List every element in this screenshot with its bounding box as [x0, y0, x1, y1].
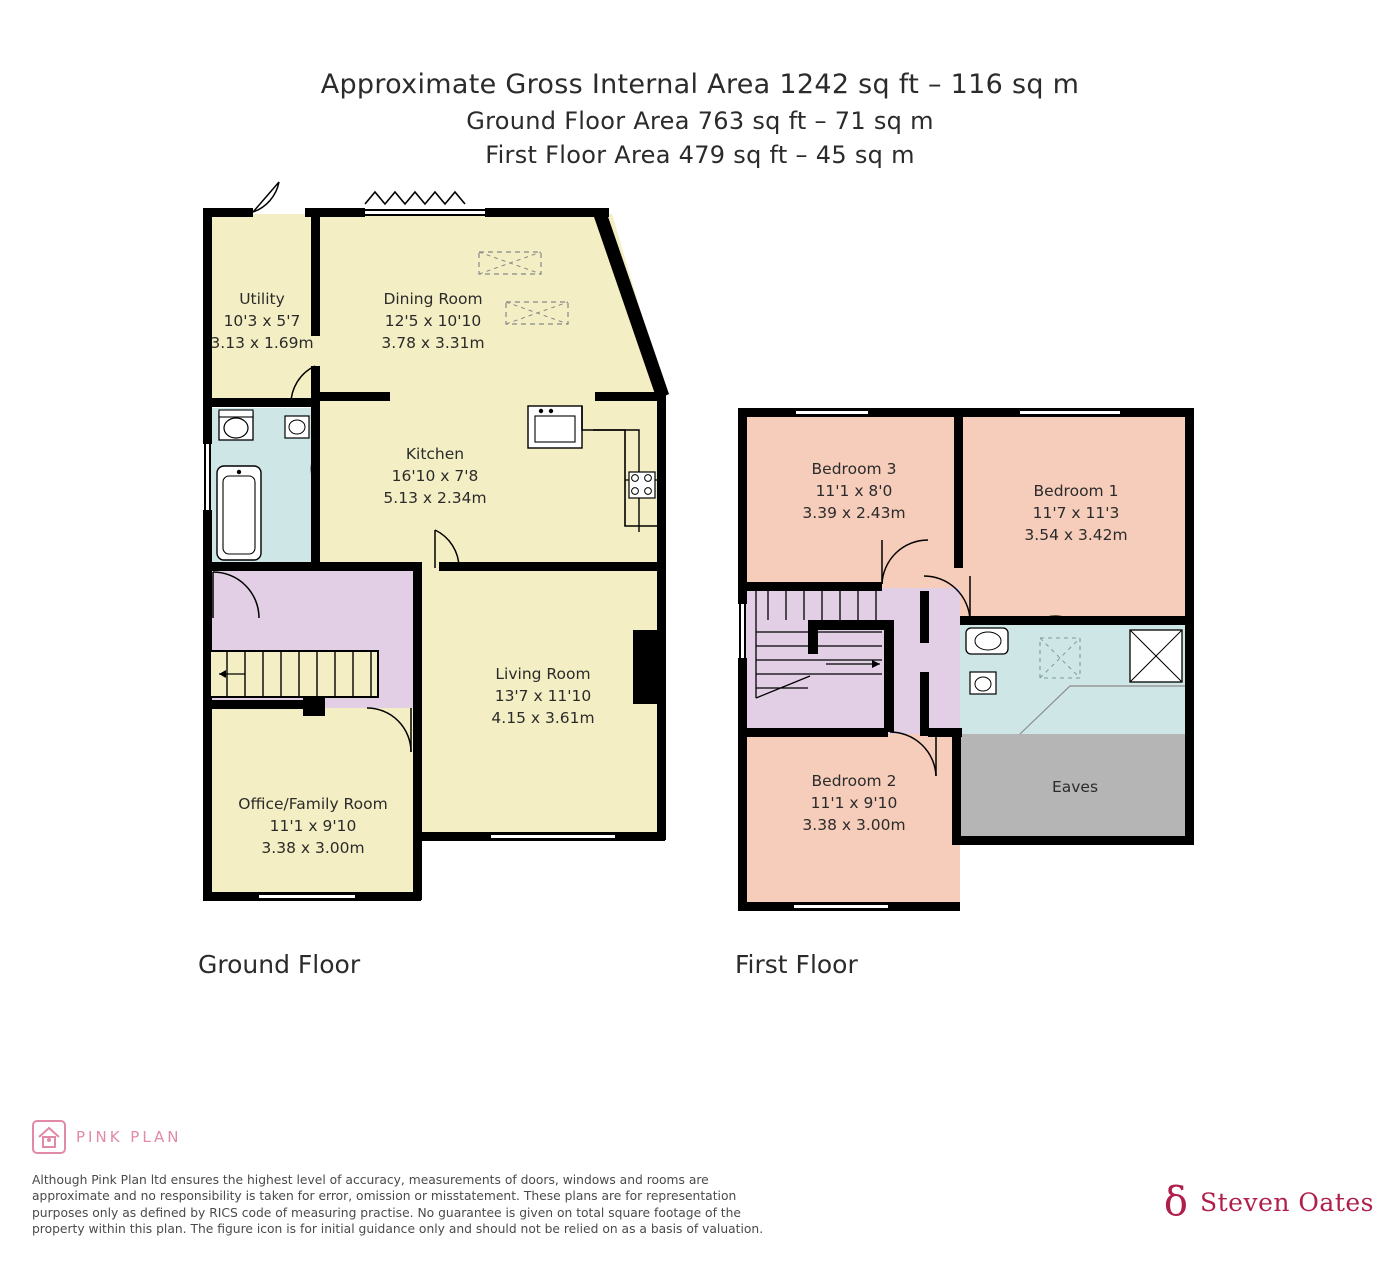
area-summary-header [0, 66, 1400, 172]
wall-first-left-upper [738, 408, 747, 604]
wall-bedroom3-bottom [738, 582, 882, 591]
wall-kitchen-hall [203, 562, 421, 571]
label-bedroom1: Bedroom 1 11'7 x 11'3 3.54 x 3.42m [1024, 482, 1128, 544]
pink-plan-wordmark: PINK PLAN [76, 1128, 182, 1146]
label-office-family-room: Office/Family Room 11'1 x 9'10 3.38 x 3.00m [238, 795, 388, 857]
label-bedroom2: Bedroom 2 11'1 x 9'10 3.38 x 3.00m [802, 772, 906, 834]
gross-internal-area-text: Approximate Gross Internal Area 1242 sq ft – 116 sq m [320, 69, 1080, 100]
window-landing-left [739, 604, 746, 658]
wall-hall-living [413, 562, 422, 708]
room-fill-bathroom-first [960, 622, 1190, 734]
caption-ground-floor: Ground Floor [198, 950, 361, 979]
steven-oates-name: Steven Oates [1199, 1187, 1374, 1217]
wall-first-right [1185, 408, 1194, 844]
wall-dining-kitchen [320, 392, 390, 401]
wall-stair-block [808, 620, 894, 630]
wall-left-outer-2 [203, 510, 212, 600]
wall-kitchen-living [439, 562, 665, 571]
first-floor-area-text: First Floor Area 479 sq ft – 45 sq m [485, 141, 915, 169]
stairs-ground [209, 650, 379, 698]
label-kitchen: Kitchen 16'10 x 7'8 5.13 x 2.34m [383, 445, 487, 507]
steven-oates-brand [1163, 1179, 1374, 1225]
label-utility: Utility 10'3 x 5'7 3.13 x 1.69m [210, 290, 314, 352]
wall-landing-bathroom-2 [920, 672, 929, 736]
window-bedroom2-bottom [794, 903, 888, 910]
label-dining-room: Dining Room 12'5 x 10'10 3.78 x 3.31m [381, 290, 485, 352]
wall-right-dining-kitchen [657, 394, 666, 526]
window-living-bottom [491, 833, 615, 840]
wall-bedroom1-bottom [960, 616, 1194, 625]
ground-floor-area-text: Ground Floor Area 763 sq ft – 71 sq m [466, 107, 934, 135]
label-bedroom3: Bedroom 3 11'1 x 8'0 3.39 x 2.43m [802, 460, 906, 522]
wall-first-bottom-right [952, 836, 1194, 845]
window-bedroom3-top [796, 409, 868, 416]
wall-dining-kitchen-2 [595, 392, 665, 401]
steven-oates-mark: δ [1163, 1179, 1188, 1225]
house-figure-icon [32, 1120, 66, 1154]
window-top-dining [365, 209, 485, 216]
wall-first-left-lower [738, 658, 747, 910]
wall-hall-office [203, 700, 303, 709]
wall-utility-bottom [203, 398, 320, 407]
first-floor-plan [730, 380, 1210, 920]
room-fill-bathroom-ground [209, 408, 317, 568]
wall-stair-block-2 [808, 620, 818, 654]
wall-top-right [485, 208, 609, 217]
wall-stair-block-3 [884, 620, 894, 732]
wall-landing-bottom-2 [928, 728, 962, 737]
wall-bedroom3-bedroom1 [954, 414, 963, 568]
wall-landing-bathroom [920, 591, 929, 643]
wall-bathroom-kitchen [311, 406, 320, 568]
wall-landing-bottom [738, 728, 888, 737]
label-living-room: Living Room 13'7 x 11'10 4.15 x 3.61m [491, 665, 595, 727]
window-office-bottom [259, 893, 355, 900]
label-eaves: Eaves [1051, 778, 1099, 796]
disclaimer-text: Although Pink Plan ltd ensures the highest level of accuracy, measurements of doors, windows and rooms are approximate and no responsibility is taken for error, omission or misstatement. These plans are for representation purposes only as defined by RICS code of measuring practise. No guarantee is given on total square footage of the property within this plan. The figure icon is for initial guidance only and should not be relied on as a basis of valuation. [32, 1173, 764, 1237]
caption-first-floor: First Floor [735, 950, 858, 979]
pink-plan-logo [32, 1120, 182, 1154]
window-bedroom1-top [1020, 409, 1120, 416]
window-left-bathroom [204, 444, 211, 510]
ground-floor-plan [195, 180, 685, 920]
